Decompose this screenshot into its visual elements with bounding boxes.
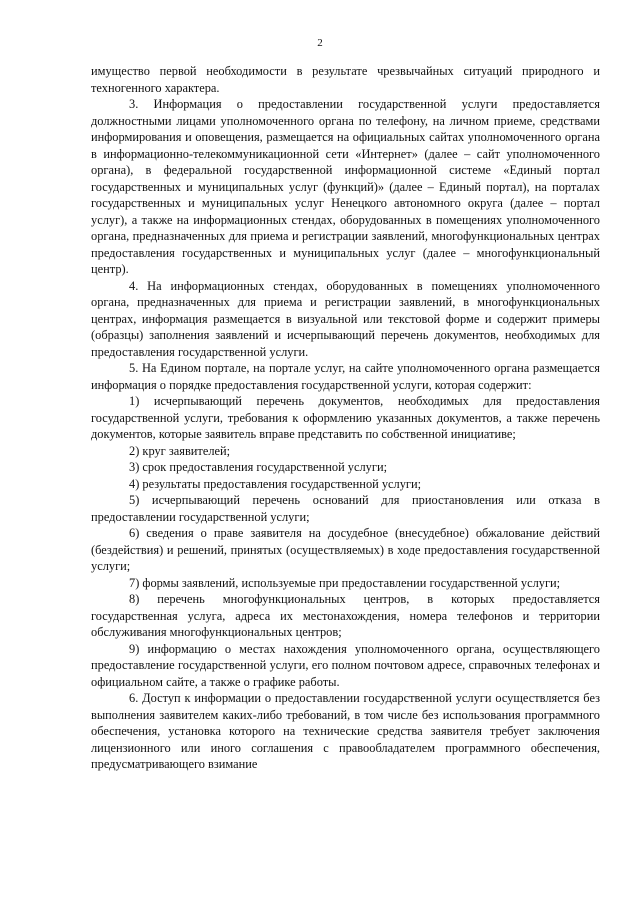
list-item-8-centers: 8) перечень многофункциональных центров, в которых предоставляется государственная услуга, адреса их местонахождения, номера телефонов и территории обслуживания многофункциональных центров; [91, 592, 600, 639]
list-item-7-forms: 7) формы заявлений, используемые при предоставлении государственной услуги; [129, 575, 561, 590]
paragraph-6-access: 6. Доступ к информации о предоставлении государственной услуги осуществляется без выполнения заявителем каких-либо требований, в том числе без использования программного обеспечения, установка которого на технические средства заявителя требует заключения лицензионного или иного соглашения с правообладателем программного обеспечения, предусматривающего взимание [91, 691, 600, 771]
paragraph-4-info-stands: 4. На информационных стендах, оборудованных в помещениях уполномоченного органа, предназначенных для приема и регистрации заявлений, в многофункциональных центрах, информация размещается в визуальной или текстовой форме и содержит примеры (образцы) заполнения заявлений и исчерпывающий перечень документов, необходимых для предоставления государственной услуги. [91, 278, 600, 359]
paragraph-continuation: имущество первой необходимости в результате чрезвычайных ситуаций природного и техногенного характера. [91, 64, 600, 95]
list-item-5-grounds: 5) исчерпывающий перечень оснований для приостановления или отказа в предоставлении государственной услуги; [91, 493, 600, 524]
list-item-4-results: 4) результаты предоставления государственной услуги; [129, 476, 422, 491]
page-number: 2 [317, 37, 323, 49]
paragraph-3-information-channels: 3. Информация о предоставлении государственной услуги предоставляется должностными лицами уполномоченного органа по телефону, на личном приеме, средствами информирования и оповещения, размещается на официальных сайтах уполномоченного органа в информационно-телекоммуникационной сети «Интернет» (далее – сайт уполномоченного органа), в федеральной государственной информационной системе «Единый портал государственных и муниципальных услуг (функций)» (далее – Единый портал), на порталах государственных и муниципальных услуг Ненецкого автономного округа (далее – портал услуг), а также на информационных стендах, оборудованных в помещениях уполномоченного органа, предназначенных для приема и регистрации заявлений, многофункциональных центрах предоставления государственных и муниципальных услуг (далее – многофункциональный центр). [91, 97, 600, 276]
paragraph-5-portal-info: 5. На Едином портале, на портале услуг, на сайте уполномоченного органа размещается информация о порядке предоставления государственной услуги, которая содержит: [91, 361, 600, 392]
document-body [91, 63, 600, 773]
list-item-2-applicants: 2) круг заявителей; [129, 443, 231, 458]
list-item-1-documents: 1) исчерпывающий перечень документов, необходимых для предоставления государственной услуги, требования к оформлению указанных документов, а также перечень документов, которые заявитель вправе представить по собственной инициативе; [91, 394, 600, 441]
list-item-6-appeal-rights: 6) сведения о праве заявителя на досудебное (внесудебное) обжалование действий (бездействия) и решений, принятых (осуществляемых) в ходе предоставления государственной услуги; [91, 526, 600, 573]
list-item-9-locations: 9) информацию о местах нахождения уполномоченного органа, осуществляющего предоставление государственной услуги, его полном почтовом адресе, справочных телефонах и официальном сайте, а также о графике работы. [91, 641, 600, 689]
list-item-3-term: 3) срок предоставления государственной услуги; [129, 460, 388, 474]
